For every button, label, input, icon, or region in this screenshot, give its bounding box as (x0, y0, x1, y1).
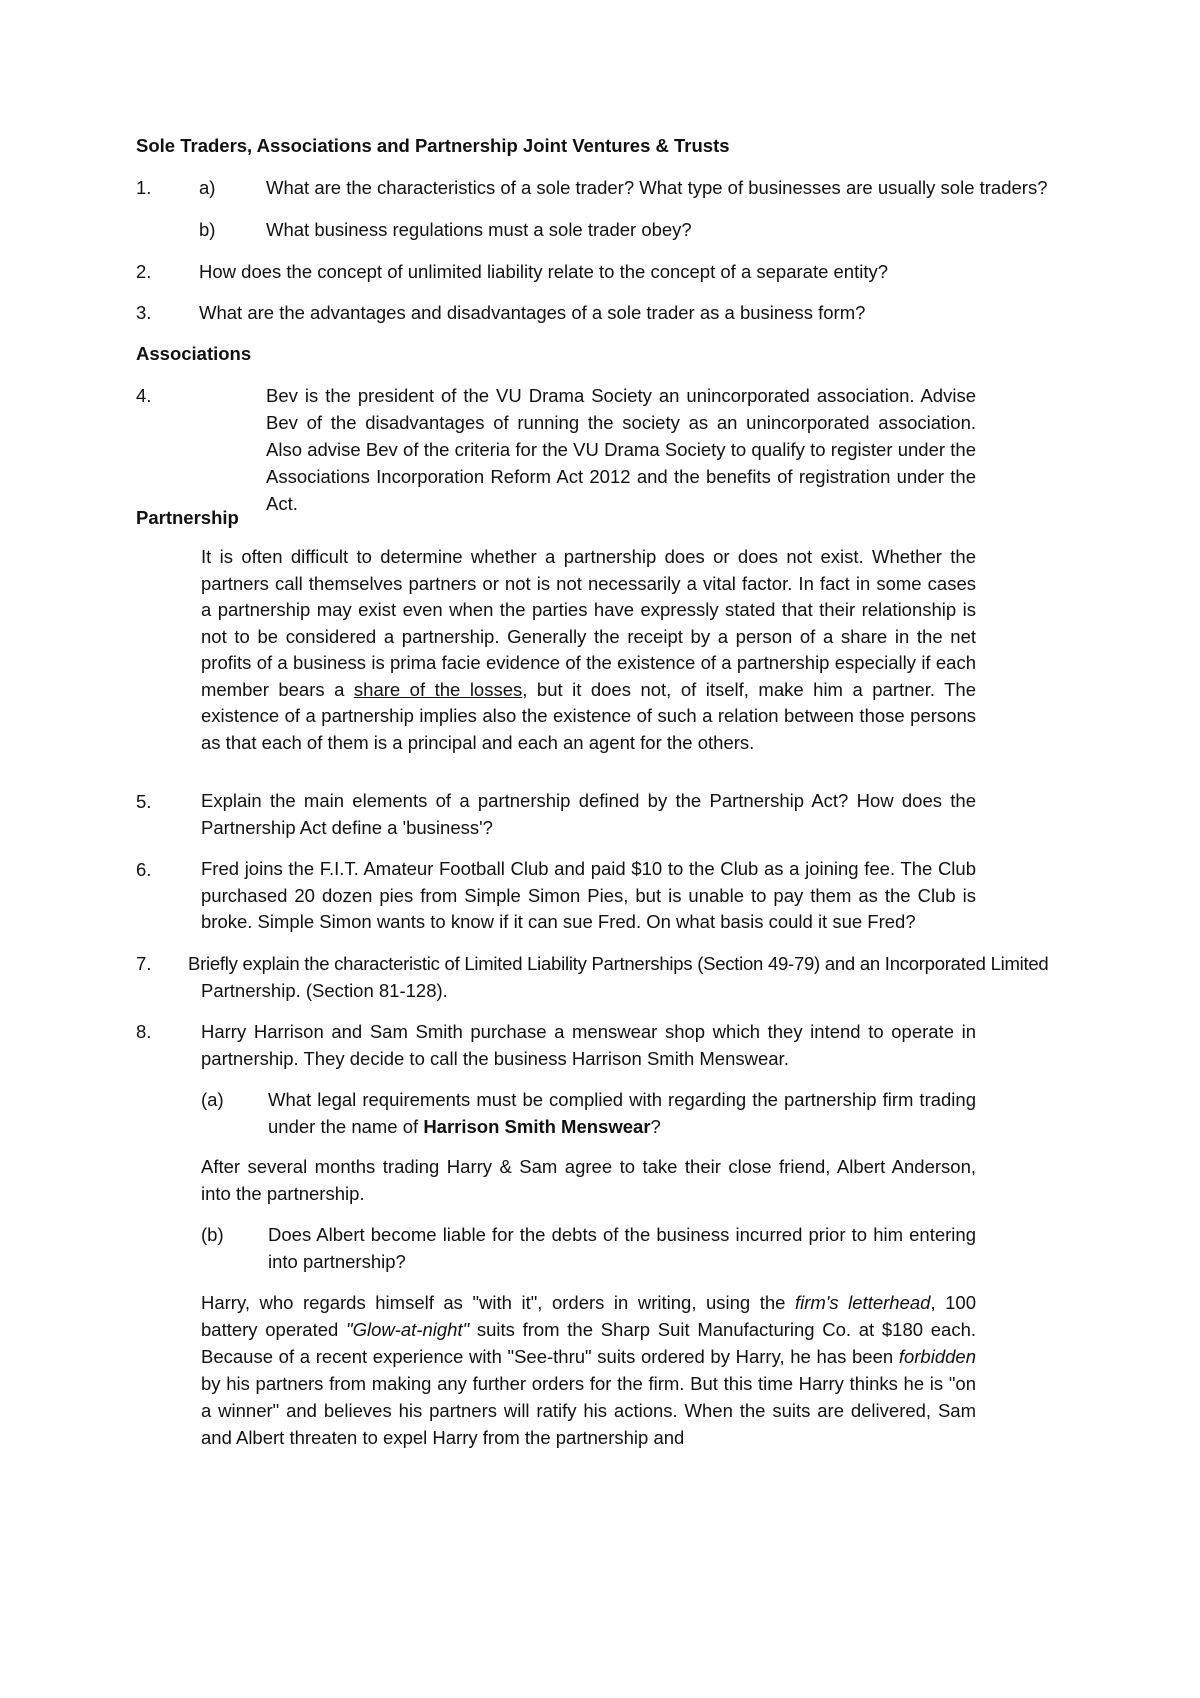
firm-name: Harrison Smith Menswear (423, 1116, 651, 1137)
q8-number: 8. (136, 1021, 152, 1042)
q6-number: 6. (136, 859, 152, 880)
q8b-text: Does Albert become liable for the debts of the business incurred prior to him entering into partnership? (268, 1224, 976, 1272)
q4-number: 4. (136, 385, 152, 406)
q1b-text: What business regulations must a sole trader obey? (266, 219, 692, 240)
q7-number: 7. (136, 953, 152, 974)
q3-text: What are the advantages and disadvantages of a sole trader as a business form? (199, 302, 866, 323)
q1a-label: a) (199, 177, 216, 198)
q3-number: 3. (136, 302, 152, 323)
document-title: Sole Traders, Associations and Partnership Joint Ventures & Trusts (136, 135, 730, 156)
q5-text: Explain the main elements of a partnership defined by the Partnership Act? How does the Partnership Act define a 'business'? (201, 790, 976, 838)
q6-text: Fred joins the F.I.T. Amateur Football Club and paid $10 to the Club as a joining fee. The Club purchased 20 dozen pies from Simple Simon Pies, but is unable to pay them as the Club is broke. Simple Simon wants to know if it can sue Fred. On what basis could it sue Fred? (201, 858, 976, 932)
q8-mid-paragraph: After several months trading Harry & Sam agree to take their close friend, Albert Anderson, into the partnership. (201, 1156, 976, 1204)
q8a-label: (a) (201, 1089, 224, 1110)
q2-number: 2. (136, 261, 152, 282)
q8-final-paragraph: Harry, who regards himself as "with it", orders in writing, using the firm's letterhead, 100 battery operated "Glow-at-night" suits from the Sharp Suit Manufacturing Co. at $180 each. Because of a recent experience with "See-thru" suits ordered by Harry, he has been forbidden by his partners from making any further orders for the firm. But this time Harry thinks he is "on a winner" and believes his partners will ratify his actions. When the suits are delivered, Sam and Albert threaten to expel Harry from the partnership and (201, 1292, 977, 1448)
q2-text: How does the concept of unlimited liability relate to the concept of a separate entity? (199, 261, 889, 282)
partnership-heading: Partnership (136, 507, 239, 528)
partnership-paragraph: It is often difficult to determine whether a partnership does or does not exist. Whether the partners call themselves partners or not is not necessarily a vital factor. In fact in some cases a partnership may exist even when the parties have expressly stated that their relationship is not to be considered a partnership. Generally the receipt by a person of a share in the net profits of a business is prima facie evidence of the existence of a partnership especially if each member bears a share of the losses, but it does not, of itself, make him a partner. The existence of a partnership implies also the existence of such a relation between those persons as that each of them is a principal and each an agent for the others. (201, 546, 977, 753)
q8-text: Harry Harrison and Sam Smith purchase a menswear shop which they intend to operate in partnership. They decide to call the business Harrison Smith Menswear. (201, 1021, 976, 1069)
q8b-label: (b) (201, 1224, 224, 1245)
q1-number: 1. (136, 177, 152, 198)
q1a-text: What are the characteristics of a sole trader? What type of businesses are usually sole traders? (266, 177, 1048, 198)
q5-number: 5. (136, 791, 152, 812)
q7-line1: Briefly explain the characteristic of Limited Liability Partnerships (Section 49-79) and an Incorporated Limited (188, 953, 1049, 974)
underlined-phrase: share of the losses (353, 678, 523, 700)
q8a-text: What legal requirements must be complied with regarding the partnership firm trading under the name of Harrison Smith Menswear? (268, 1089, 976, 1137)
q1b-label: b) (199, 219, 216, 240)
associations-heading: Associations (136, 343, 252, 364)
q4-text: Bev is the president of the VU Drama Society an unincorporated association. Advise Bev of the disadvantages of running the society as an unincorporated association. Also advise Bev of the criteria for the VU Drama Society to qualify to register under the Associations Incorporation Reform Act 2012 and the benefits of registration under the Act. (266, 385, 976, 514)
q7-line2: Partnership. (Section 81-128). (201, 980, 448, 1001)
